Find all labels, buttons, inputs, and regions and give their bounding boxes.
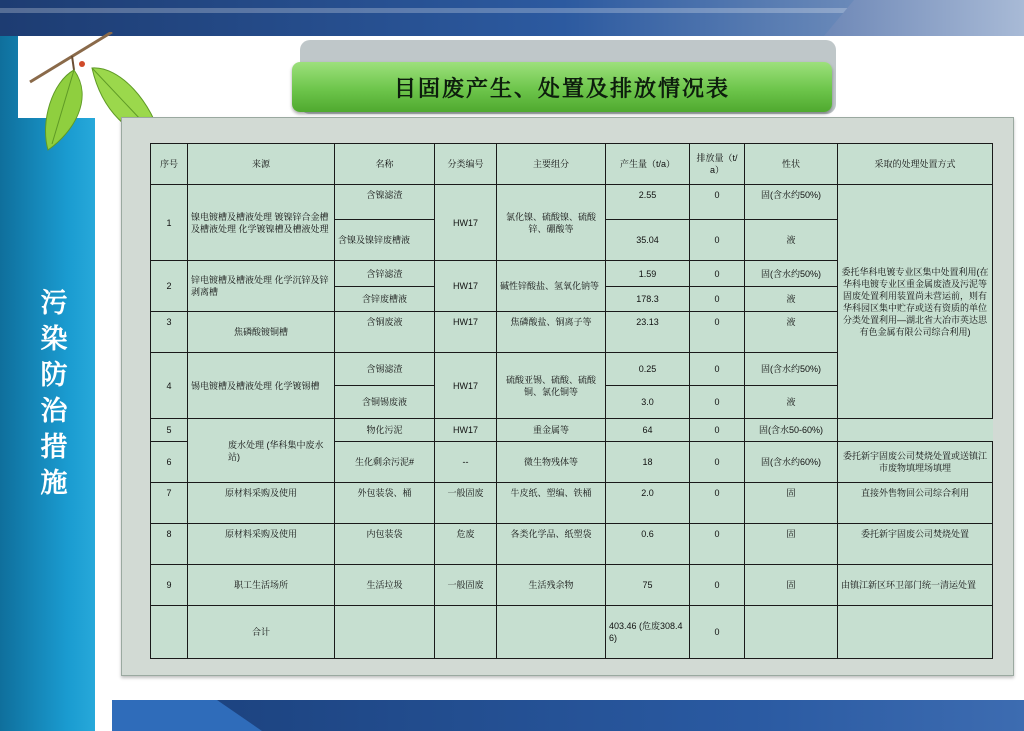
name-cell [335, 606, 435, 659]
table-row [151, 565, 993, 606]
source-cell: 原材料采购及使用 [188, 524, 335, 565]
table-row [151, 483, 993, 524]
state-cell: 固(含水约50%) [745, 185, 838, 220]
name-cell: 含锡滤渣 [335, 353, 435, 386]
code-cell: 危废 [435, 524, 497, 565]
header-cell: 主要组分 [497, 144, 606, 185]
generation-cell: 18 [606, 442, 690, 483]
generation-cell: 23.13 [606, 312, 690, 353]
state-cell [745, 606, 838, 659]
state-cell: 液 [745, 386, 838, 419]
sidebar-title-char: 防 [40, 360, 68, 391]
component-cell: 各类化学品、纸塑袋 [497, 524, 606, 565]
component-cell: 微生物残体等 [497, 442, 606, 483]
state-cell: 固(含水约50%) [745, 261, 838, 287]
row-number: 6 [151, 442, 188, 483]
header-cell: 分类编号 [435, 144, 497, 185]
name-cell: 含铜废液 [335, 312, 435, 353]
source-cell: 锌电镀槽及槽液处理 化学沉锌及锌剥离槽 [188, 261, 335, 312]
source-cell: 原材料采购及使用 [188, 483, 335, 524]
source-cell: 废水处理 (华科集中废水站) [188, 419, 335, 483]
header-cell: 序号 [151, 144, 188, 185]
row-number: 2 [151, 261, 188, 312]
total-generation: 403.46 (危废308.46) [606, 606, 690, 659]
title-banner [292, 62, 832, 112]
header-cell: 排放量（t/a） [690, 144, 745, 185]
source-cell: 职工生活场所 [188, 565, 335, 606]
code-cell: 一般固废 [435, 565, 497, 606]
sidebar-title-char: 染 [40, 324, 68, 355]
name-cell: 含镍及镍锌废槽液 [335, 220, 435, 261]
row-number: 7 [151, 483, 188, 524]
generation-cell: 0.25 [606, 353, 690, 386]
generation-cell: 2.0 [606, 483, 690, 524]
state-cell: 固 [745, 483, 838, 524]
header-cell: 来源 [188, 144, 335, 185]
state-cell: 液 [745, 312, 838, 353]
state-cell: 固(含水约60%) [745, 442, 838, 483]
treatment-cell: 直接外售物回公司综合利用 [838, 483, 993, 524]
sidebar-title-char: 治 [40, 396, 68, 427]
name-cell: 物化污泥 [335, 419, 435, 442]
row-number: 8 [151, 524, 188, 565]
name-cell: 含锌滤渣 [335, 261, 435, 287]
emission-cell: 0 [690, 386, 745, 419]
row-number [151, 606, 188, 659]
state-cell: 液 [745, 287, 838, 312]
component-cell: 硫酸亚锡、硫酸、硫酸铜、氯化铜等 [497, 353, 606, 419]
component-cell: 氯化镍、硫酸镍、硫酸锌、硼酸等 [497, 185, 606, 261]
header-cell: 性状 [745, 144, 838, 185]
header-cell: 名称 [335, 144, 435, 185]
component-cell: 生活残余物 [497, 565, 606, 606]
component-cell: 碱性锌酸盐、氢氧化钠等 [497, 261, 606, 312]
generation-cell: 2.55 [606, 185, 690, 220]
name-cell: 含锌废槽液 [335, 287, 435, 312]
name-cell: 生化剩余污泥# [335, 442, 435, 483]
emission-cell: 0 [690, 312, 745, 353]
generation-cell: 178.3 [606, 287, 690, 312]
emission-cell: 0 [690, 185, 745, 220]
component-cell: 焦磷酸盐、铜离子等 [497, 312, 606, 353]
emission-cell: 0 [690, 442, 745, 483]
row-number: 4 [151, 353, 188, 419]
waste-table [150, 143, 993, 659]
code-cell: HW17 [435, 261, 497, 312]
code-cell: HW17 [435, 419, 497, 442]
generation-cell: 64 [606, 419, 690, 442]
emission-cell: 0 [690, 524, 745, 565]
sidebar-title-char: 污 [40, 288, 68, 319]
generation-cell: 75 [606, 565, 690, 606]
emission-cell: 0 [690, 261, 745, 287]
total-emission: 0 [690, 606, 745, 659]
emission-cell: 0 [690, 220, 745, 261]
state-cell: 固(含水50-60%) [745, 419, 838, 442]
code-cell: 一般固废 [435, 483, 497, 524]
emission-cell: 0 [690, 353, 745, 386]
name-cell: 含镍滤渣 [335, 185, 435, 220]
table-row [151, 185, 993, 220]
source-cell: 锡电镀槽及槽液处理 化学镀锡槽 [188, 353, 335, 419]
state-cell: 固 [745, 565, 838, 606]
name-cell: 含铜锡废液 [335, 386, 435, 419]
row-number: 1 [151, 185, 188, 261]
generation-cell: 3.0 [606, 386, 690, 419]
component-cell: 重金属等 [497, 419, 606, 442]
sidebar-title [28, 286, 80, 502]
sidebar-title-char: 施 [40, 468, 68, 499]
table-total-row [151, 606, 993, 659]
generation-cell: 1.59 [606, 261, 690, 287]
code-cell: HW17 [435, 185, 497, 261]
treatment-cell: 委托新宇固废公司焚烧处置 [838, 524, 993, 565]
row-number: 9 [151, 565, 188, 606]
source-cell: 镍电镀槽及槽液处理 镀镍锌合金槽及槽液处理 化学镀镍槽及槽液处理 [188, 185, 335, 261]
component-cell [497, 606, 606, 659]
page-title: 目固废产生、处置及排放情况表 [393, 75, 730, 102]
treatment-cell: 由镇江新区环卫部门统一清运处置 [838, 565, 993, 606]
code-cell: HW17 [435, 312, 497, 353]
treatment-cell: 委托新宇固废公司焚烧处置或送镇江市废物填埋场填埋 [838, 442, 993, 483]
treatment-cell: 委托华科电镀专业区集中处置利用(在华科电镀专业区重金属废渣及污泥等固废处置利用装置尚未营运前，则有华科园区集中贮存或送有资质的单位分类处置利用—湖北省大冶市英达思有色金属有限公司综合利用) [838, 185, 993, 419]
table-row [151, 419, 993, 442]
name-cell: 生活垃圾 [335, 565, 435, 606]
state-cell: 固 [745, 524, 838, 565]
name-cell: 内包装袋 [335, 524, 435, 565]
code-cell: -- [435, 442, 497, 483]
state-cell: 固(含水约50%) [745, 353, 838, 386]
header-cell: 采取的处理处置方式 [838, 144, 993, 185]
emission-cell: 0 [690, 287, 745, 312]
row-number: 5 [151, 419, 188, 442]
table-row [151, 524, 993, 565]
total-label: 合计 [188, 606, 335, 659]
treatment-cell [838, 606, 993, 659]
bottom-decor-bar [112, 700, 1024, 731]
generation-cell: 0.6 [606, 524, 690, 565]
code-cell: HW17 [435, 353, 497, 419]
row-number: 3 [151, 312, 188, 353]
sidebar-title-char: 措 [40, 432, 68, 463]
name-cell: 外包装袋、桶 [335, 483, 435, 524]
emission-cell: 0 [690, 419, 745, 442]
generation-cell: 35.04 [606, 220, 690, 261]
code-cell [435, 606, 497, 659]
source-cell: 焦磷酸镀铜槽 [188, 312, 335, 353]
table-header-row [151, 144, 993, 185]
top-decor-bar [0, 0, 1024, 36]
state-cell: 液 [745, 220, 838, 261]
emission-cell: 0 [690, 483, 745, 524]
component-cell: 牛皮纸、塑编、铁桶 [497, 483, 606, 524]
header-cell: 产生量（t/a） [606, 144, 690, 185]
emission-cell: 0 [690, 565, 745, 606]
